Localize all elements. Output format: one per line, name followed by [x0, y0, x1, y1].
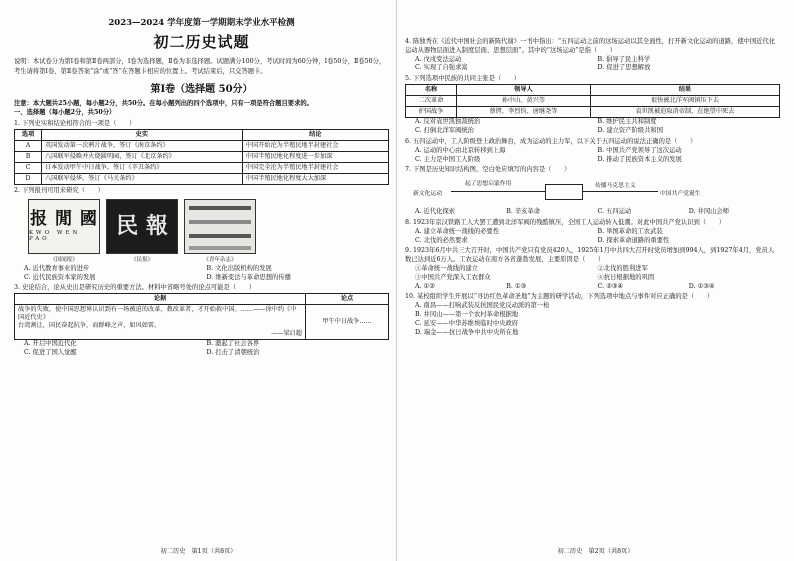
q1-cell: B	[15, 151, 42, 162]
newspaper-qingnian-caption: 《青年杂志》	[203, 256, 237, 263]
q5-option-c[interactable]: C. 打倒北洋军阀统治	[415, 127, 474, 135]
q1-header-option: 选项	[15, 129, 42, 140]
q7-option-a[interactable]: A. 近代化探索	[415, 208, 456, 216]
newspaper-minbao-masthead: 民 報	[116, 213, 168, 240]
q3-options	[14, 340, 389, 358]
q3-option-d[interactable]: D. 打击了清朝统治	[206, 349, 260, 357]
q6-option-c[interactable]: C. 主力是中国工人阶级	[415, 155, 481, 163]
q8-option-c[interactable]: C. 北伐的必然要求	[415, 236, 468, 244]
q3-evidence-text: 战争的失败，使中国思想界认识到有一场被迫的改革，教改革者，才开始救中国。……——徐中约《中国近代史》	[18, 306, 297, 322]
q1-cell: 中国半殖民地化程度进一步加深	[242, 151, 388, 162]
q2-option-d[interactable]: D. 维新变法与革命思想的传播	[206, 273, 291, 281]
q5-header-name: 名称	[406, 85, 457, 96]
q5-option-b[interactable]: B. 维护民主共和制度	[597, 118, 657, 126]
q7-blank-box	[545, 184, 583, 200]
q8-option-a[interactable]: A. 建立革命统一战线的必要性	[415, 227, 500, 235]
newspaper-guowen-latin: KWO WEN PAO	[29, 229, 81, 242]
q6-stem: 6. 五四运动中，工人阶级登上政治舞台，成为运动的主力军，以下关于五四运动的说法正确的是（ ）	[405, 137, 697, 145]
q7-left-label: 新文化运动	[413, 191, 442, 198]
q7-right-top-label: 传播马克思主义	[595, 183, 636, 190]
table-row	[15, 305, 389, 340]
subject-title: 初二历史试题	[153, 32, 250, 51]
q9-options	[405, 283, 780, 292]
q3-table	[14, 293, 389, 340]
q5-table	[405, 84, 780, 118]
q2-option-a[interactable]: A. 近代教育事业的进步	[24, 264, 90, 272]
q9-statements	[405, 265, 780, 283]
q9-option-c[interactable]: C. ②③④	[597, 282, 624, 290]
q8-option-d[interactable]: D. 探索革命道路的重要性	[597, 236, 670, 244]
q10-option-d[interactable]: D. 瑞金——抗日战争中共中央所在地	[415, 328, 519, 336]
q3-stem: 3. 史论结合，论从史出是研究历史的重要方法。材料中省略号处的论点可能是（ ）	[14, 284, 255, 292]
q4-stem: 4. 陈独秀在《近代中国社会的新陈代谢》一书中指出：“五四运动之前的这场运动以其全面性，打开新文化运动的道路，使中国近代化运动从器物层面进入制度层面、思想层面”。其中的“这场运动”是指（ ）	[405, 38, 776, 54]
q1-stem: 1. 下列史实和结论相符合的一项是（ ）	[14, 119, 136, 127]
q6-option-a[interactable]: A. 运动的中心由北京转移到上海	[415, 146, 506, 154]
newspaper-minbao	[106, 199, 178, 263]
q2-stem: 2. 下列报刊可用来研究（ ）	[14, 186, 104, 194]
q5-cell: 蔡锷、李烈钧、唐继尧等	[457, 107, 591, 118]
newspaper-minbao-image	[106, 199, 178, 254]
q5-cell: 袁世凯被迫取消帝制，在绝望中死去	[590, 107, 779, 118]
q10-stem: 10. 某校组织学生开展以“寻访红色革命圣地”为主题的研学活动，下列选项中地点与事件对应正确的是（ ）	[405, 293, 714, 301]
q7-option-b[interactable]: B. 辛亥革命	[506, 208, 541, 216]
q1-cell: A	[15, 140, 42, 151]
q6-option-b[interactable]: B. 中国共产党领导了这次运动	[597, 146, 682, 154]
q3-header-claim: 论点	[306, 294, 389, 305]
q4-options	[405, 56, 780, 74]
q3-option-b[interactable]: B. 激起了社会各界	[206, 340, 260, 348]
q2-option-c[interactable]: C. 近代民族资本家的发展	[24, 273, 96, 281]
q9-statement-2: ②北伐的胜利进军	[597, 265, 648, 272]
q5-option-d[interactable]: D. 建立资产阶级共和国	[597, 127, 663, 135]
q7-top-label: 起了思想启蒙作用	[465, 181, 512, 188]
q5-header-result: 结果	[590, 85, 779, 96]
q1-cell: 八国联军侵华，签订《马关条约》	[42, 173, 243, 184]
q9-statement-3: ③中国共产党深入工农群众	[415, 273, 491, 281]
q10-option-a[interactable]: A. 南昌——打响武装反抗国民党反动派的第一枪	[415, 302, 550, 310]
q7-option-c[interactable]: C. 五四运动	[597, 208, 632, 216]
q7-option-d[interactable]: D. 井冈山会师	[688, 208, 730, 216]
table-row	[15, 151, 389, 162]
q10-option-c[interactable]: C. 延安——中华苏维埃临时中央政府	[415, 319, 519, 327]
q1-cell: 八国联军侵略并火烧圆明园，签订《北京条约》	[42, 151, 243, 162]
q9-option-a[interactable]: A. ①②	[415, 282, 435, 290]
q7-arrow-right	[582, 191, 658, 192]
q5-cell: 二次革命	[406, 96, 457, 107]
newspaper-qingnian	[184, 199, 256, 263]
q8-option-b[interactable]: B. 举国革命的工农武装	[597, 227, 663, 235]
section1-title: 一、选择题（每小题2分，共50分）	[14, 108, 116, 116]
table-row	[406, 107, 780, 118]
q2-newspaper-images	[28, 199, 389, 263]
q1-cell: C	[15, 162, 42, 173]
q4-option-a[interactable]: A. 戊戌变法运动	[415, 55, 462, 63]
q5-cell: 孙中山、黄兴等	[457, 96, 591, 107]
q9-option-b[interactable]: B. ①③	[506, 282, 527, 290]
q10-options	[405, 302, 780, 337]
q1-cell: D	[15, 173, 42, 184]
exam-name: 2023—2024 学年度第一学期期末学业水平检测	[108, 18, 295, 28]
q5-cell: 很快被北洋军阀镇压下去	[590, 96, 779, 107]
q7-structure-diagram	[405, 178, 780, 206]
q3-evidence-text2: 台湾割让，国民奋起抗争，而群峰之声，如风如雷。	[18, 322, 161, 330]
q7-stem: 7. 下图是历史知识结构图，空白处应填写的内容是（ ）	[405, 166, 571, 174]
q6-option-d[interactable]: D. 推动了民族资本主义的发展	[597, 155, 682, 163]
q2-option-b[interactable]: B. 文化出版机构的发展	[206, 264, 272, 272]
q3-option-a[interactable]: A. 开启中国近代化	[24, 340, 77, 348]
q5-cell: 护国战争	[406, 107, 457, 118]
exam-notice: 说明：本试卷分为第Ⅰ卷和第Ⅱ卷两部分，Ⅰ卷为选择题，Ⅱ卷为非选择题。试题满分100分，考试时间为60分钟，Ⅰ卷50分，Ⅱ卷50分，考生请将第Ⅰ卷、第Ⅱ卷答案“涂”或“答”在答题卡相应的位置上。考试结束后，只交答题卡。	[14, 58, 386, 75]
q5-option-a[interactable]: A. 反对袁世凯独裁统治	[415, 118, 481, 126]
q3-header-evidence: 论据	[15, 294, 306, 305]
q9-option-d[interactable]: D. ①③④	[688, 282, 715, 290]
q5-options	[405, 118, 780, 136]
q10-option-b[interactable]: B. 井冈山——第一个农村革命根据地	[415, 311, 519, 319]
q8-stem: 8. 1923年京汉铁路工人大罢工遭到北洋军阀的残酷镇压，全国工人运动转入低潮。对此中国共产党认识到（ ）	[405, 218, 725, 226]
q2-options	[14, 265, 389, 283]
newspaper-guowen-masthead: 报 閒 國	[30, 208, 98, 229]
q1-header-conclusion: 结论	[242, 129, 388, 140]
q7-arrow-left	[451, 191, 545, 192]
newspaper-guowen	[28, 199, 100, 263]
part1-note: 注意：本大题共25小题，每小题2分，共50分。在每小题列出的四个选项中，只有一项是符合题目要求的。	[14, 100, 313, 108]
q9-statement-4: ④抗日根据地的巩固	[597, 273, 655, 281]
table-row	[15, 173, 389, 184]
right-page	[397, 0, 794, 561]
q3-option-c[interactable]: C. 促进了国人觉醒	[24, 349, 77, 357]
q1-table	[14, 129, 389, 185]
newspaper-qingnian-image	[184, 199, 256, 254]
q4-option-d[interactable]: D. 促进了思想解放	[597, 64, 651, 72]
left-page-footer: 初二历史 第1页（共8页）	[160, 548, 237, 555]
q6-options	[405, 147, 780, 165]
q1-cell: 中国开始沦为半殖民地半封建社会	[242, 140, 388, 151]
q3-evidence-source: ——梁启超	[271, 330, 302, 338]
q3-claim-cell: 甲午中日战争……	[306, 305, 389, 340]
q1-cell: 日本发动甲午中日战争，签订《辛丑条约》	[42, 162, 243, 173]
q5-stem: 5. 下列选项中民族的共同主张是（ ）	[405, 75, 521, 83]
newspaper-guowen-caption: 《国闻报》	[50, 256, 78, 263]
table-row	[15, 140, 389, 151]
q1-cell: 中国完全沦为半殖民地半封建社会	[242, 162, 388, 173]
q1-header-fact: 史实	[42, 129, 243, 140]
q8-options	[405, 228, 780, 246]
newspaper-minbao-caption: 《民报》	[130, 256, 153, 263]
q1-cell: 中国半殖民地化程度大大加深	[242, 173, 388, 184]
right-page-footer: 初二历史 第2页（共8页）	[557, 548, 634, 555]
q4-option-b[interactable]: B. 倡导了民主科学	[597, 55, 651, 63]
q4-option-c[interactable]: C. 实现了自强求富	[415, 64, 468, 72]
part1-title: 第Ⅰ卷（选择题 50分）	[150, 83, 253, 95]
q9-stem: 9. 1923年6月中共三大召开时，中国共产党只有党员420人，1925年1月中共四大召开时党员增加到994人，到1927年4月，党员人数已达到近6万人。工农运动在南方各省蓬勃发展，主要原因是（ ）	[405, 247, 775, 264]
q5-header-leader: 领导人	[457, 85, 591, 96]
table-row	[15, 162, 389, 173]
q3-evidence-cell	[15, 305, 306, 340]
q7-right-label: 中国共产党诞生	[660, 191, 701, 198]
newspaper-guowen-image	[28, 199, 100, 254]
q7-options	[405, 208, 780, 217]
q9-statement-1: ①革命统一战线的建立	[415, 265, 478, 272]
q1-cell: 英国发动第一次鸦片战争，签订《南京条约》	[42, 140, 243, 151]
table-row	[406, 96, 780, 107]
